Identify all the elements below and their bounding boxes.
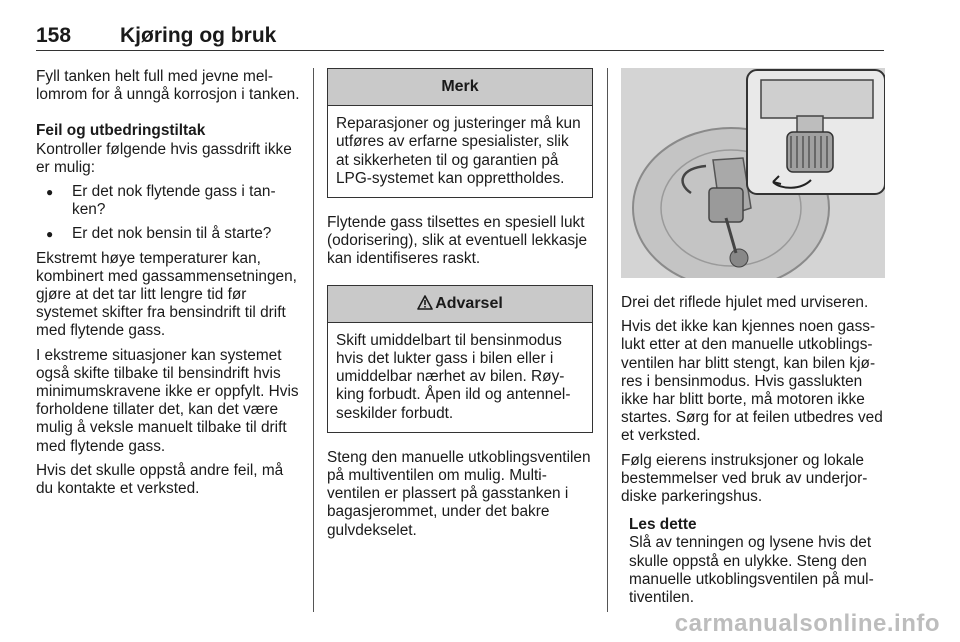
note-box [327, 68, 593, 198]
multivalve-drawing [621, 68, 885, 278]
paragraph: Hvis det ikke kan kjennes noen gasslukt etter at den manuelle utkoblingsventilen har blitt stengt, kan bilen kjøres i bensinmodus. Hvis gasslukten ikke har blitt borte, må motoren ikke startes. Sørg for at feilen utbedres ved et verksted. [621, 318, 883, 445]
column-divider [313, 68, 314, 612]
warning-box [327, 285, 593, 433]
paragraph: Fyll tanken helt full med jevne mellomrom for å unngå korrosjon i tanken. [36, 68, 300, 104]
paragraph: Flytende gass tilsettes en spesiell lukt (odorisering), slik at eventuell lekkasje kan identifiseres raskt. [327, 214, 588, 268]
list-item: ● Er det nok bensin til å starte? [36, 225, 300, 243]
page-title: Kjøring og bruk [120, 24, 277, 47]
warning-box-text: Skift umiddelbart til bensinmodus hvis det lukter gass i bilen eller i umiddelbar nærhet av bilen. Røyking forbudt. Åpen ild og antennelseskilder forbudt. [336, 331, 571, 422]
note-title: Les dette [629, 516, 697, 534]
section-heading: Feil og utbedringstiltak [36, 122, 206, 140]
column-left [36, 68, 300, 504]
paragraph: I ekstreme situasjoner kan systemet også skifte tilbake til bensindrift hvis minimumskravene ikke er oppfylt. Hvis forholdene tillater det, kan det være mulig å veksle manuelt tilbake til drift med flytende gass. [36, 346, 299, 455]
paragraph: Følg eierens instruksjoner og lokale bestemmelser ved bruk av underjordiske parkeringshus. [621, 451, 868, 506]
column-right [621, 68, 885, 607]
column-divider [607, 68, 608, 612]
paragraph: Kontroller følgende hvis gassdrift ikke er mulig: [36, 140, 292, 176]
paragraph: Hvis det skulle oppstå andre feil, må du kontakte et verksted. [36, 461, 284, 498]
watermark: carmanualsonline.info [674, 610, 940, 637]
paragraph: Ekstremt høye temperaturer kan, kombinert med gassammensetningen, gjøre at det tar litt lengre tid før systemet skifter fra bensindrift til drift med flytende gass. [36, 249, 297, 340]
paragraph: Steng den manuelle utkoblingsventilen på multiventilen om mulig. Multiventilen er plassert på gasstanken i bagasjerommet, under det bakre gulvdekselet. [327, 448, 591, 539]
bullet-list [36, 183, 300, 244]
note-box-text: Reparasjoner og justeringer må kun utføres av erfarne spesialister, slik at sikkerheten til og garantien på LPG-systemet kan opprettholdes. [336, 115, 581, 187]
list-item: ● Er det nok flytende gass i tanken? [36, 183, 300, 219]
page-number: 158 [36, 24, 72, 47]
warning-triangle-icon [417, 295, 433, 310]
warning-box-title: Advarsel [435, 294, 503, 312]
note-box-title: Merk [328, 69, 592, 106]
paragraph: Drei det riflede hjulet med urviseren. [621, 294, 869, 311]
warning-box-header [328, 286, 592, 323]
page-header [36, 24, 884, 51]
valve-illustration [621, 68, 885, 278]
note-text: Slå av tenningen og lysene hvis det skulle oppstå en ulykke. Steng den manuelle utkoblingsventilen på multiventilen. [629, 534, 874, 607]
note-section [621, 516, 885, 607]
column-middle [327, 68, 593, 546]
